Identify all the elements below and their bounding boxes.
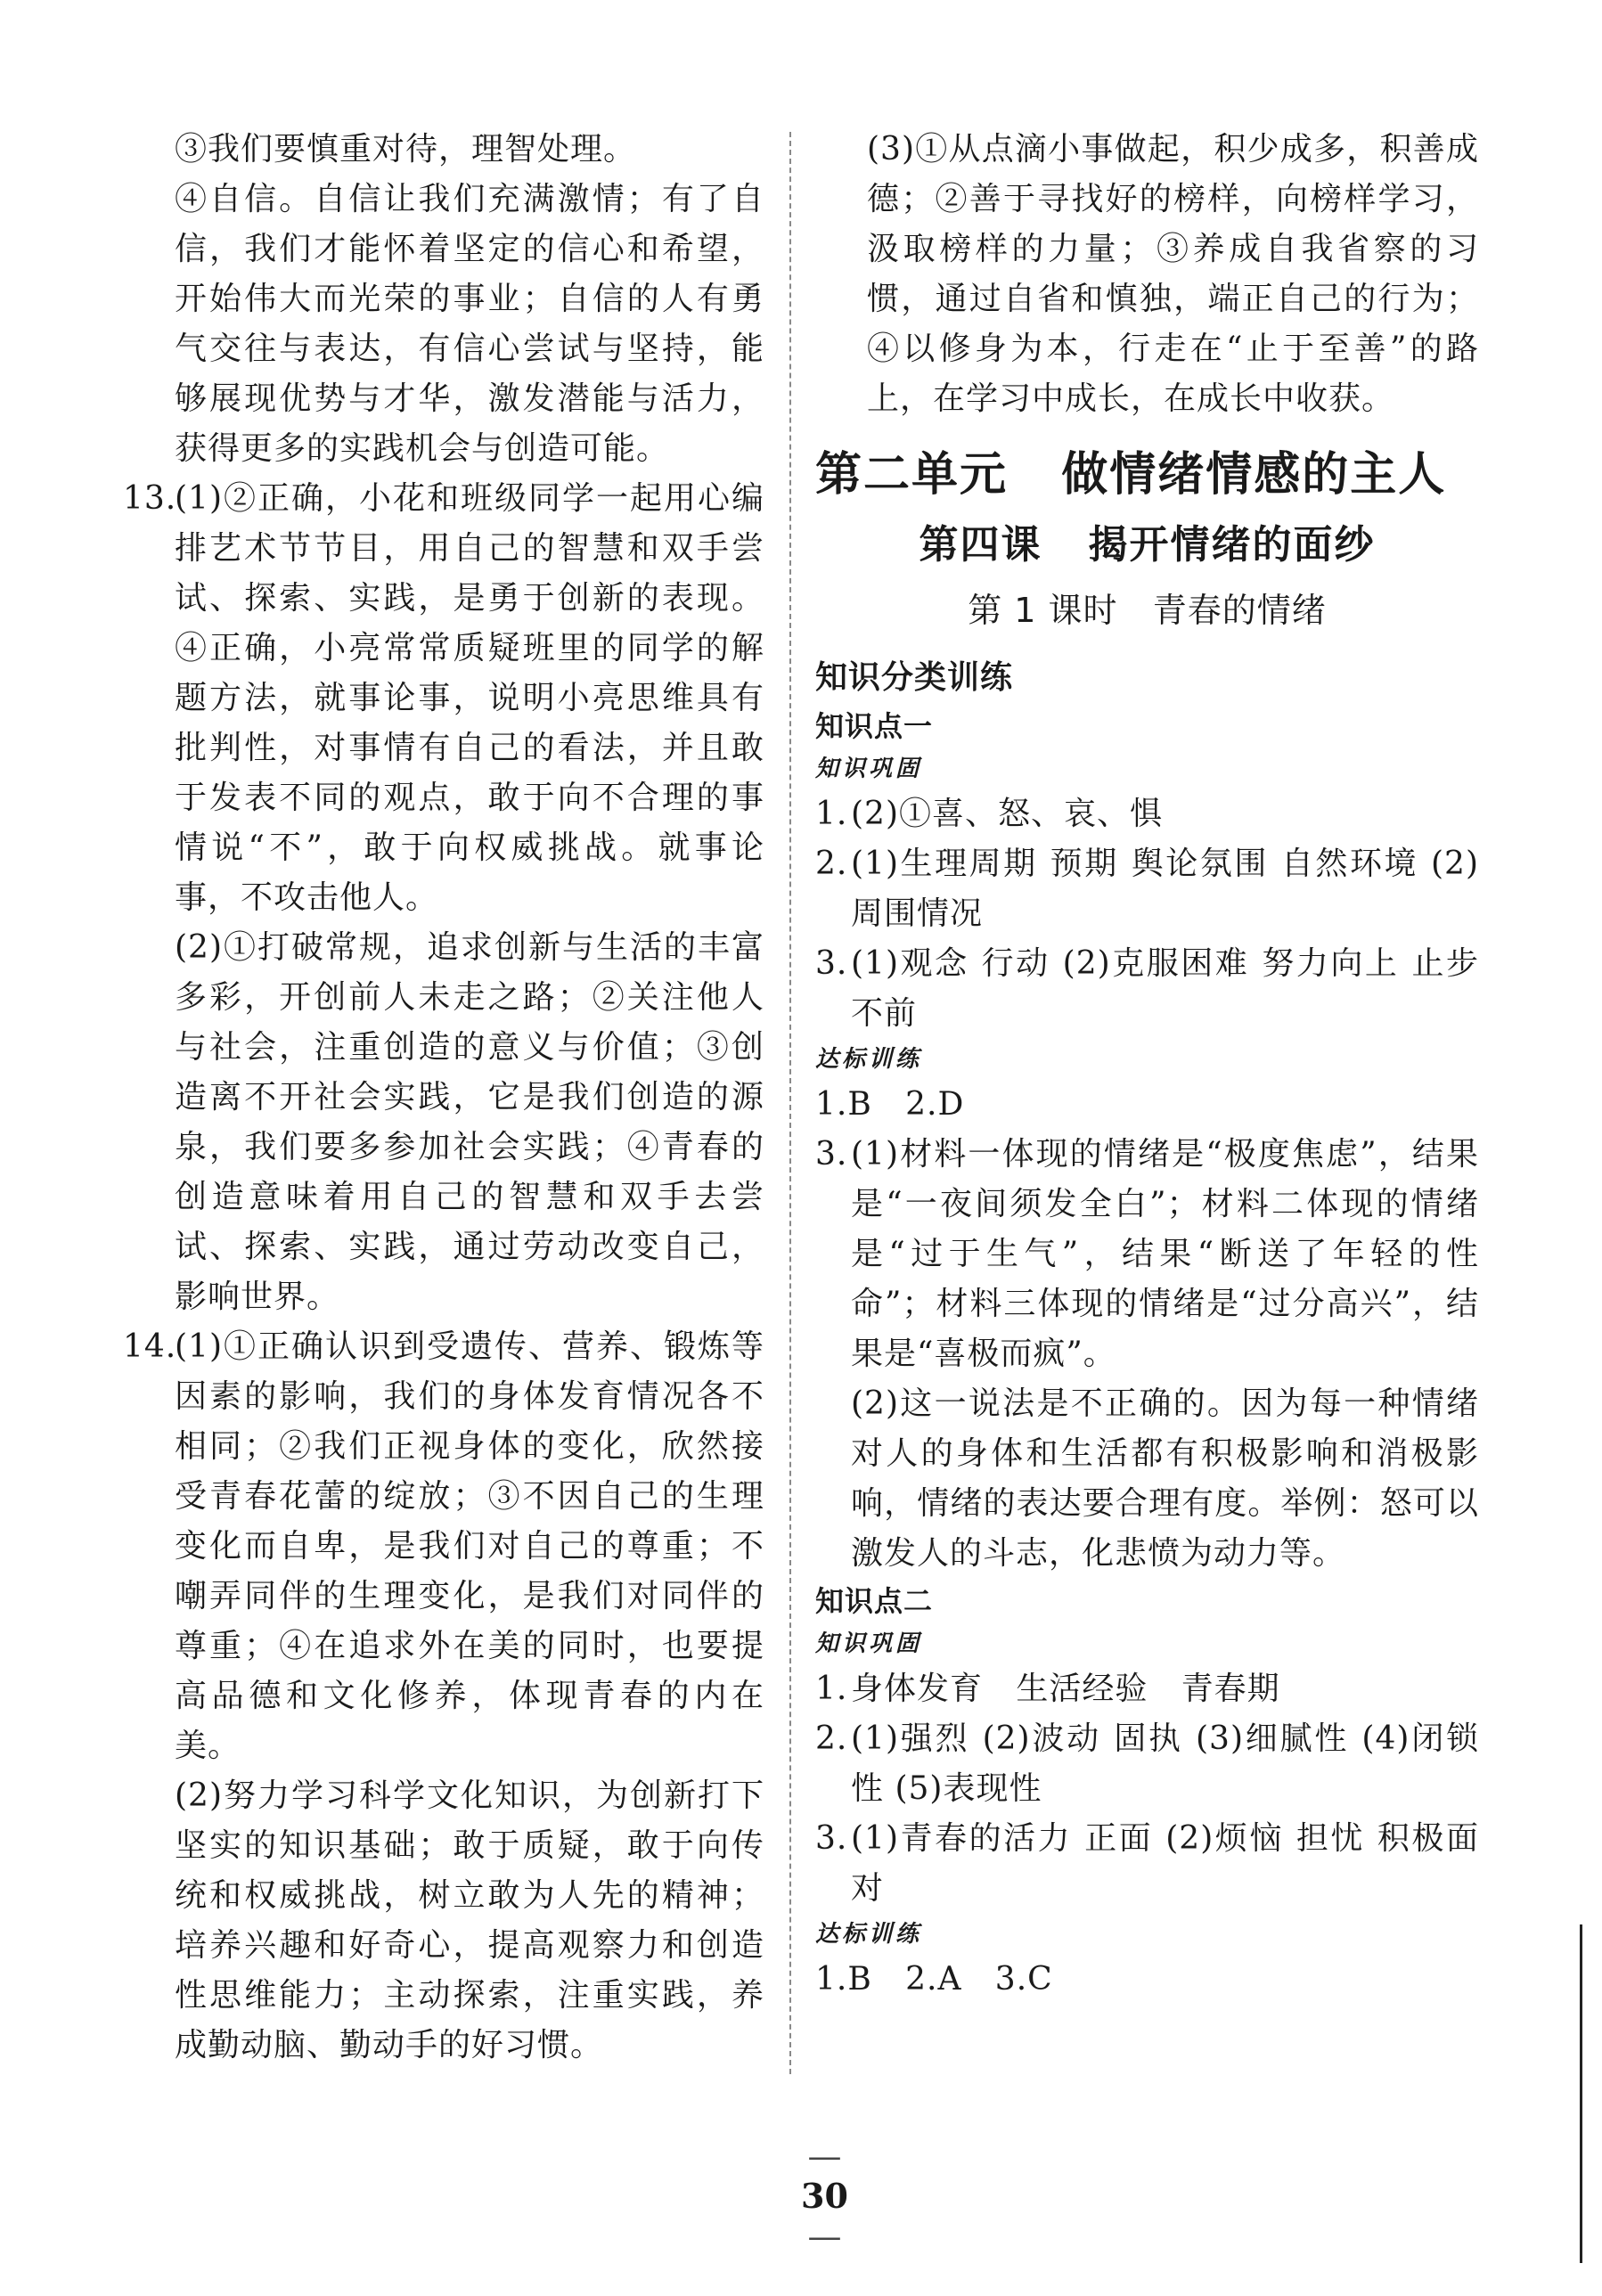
kp1-question-3-number: 3. [815,1136,848,1173]
kp2-item-2 [815,1714,1479,1814]
question-13-part-1: (1)②正确，小花和班级同学一起用心编排艺术节节目，用自己的智慧和双手尝试、探索、实践，是勇于创新的表现。④正确，小亮常常质疑班里的同学的解题方法，就事论事，说明小亮思维具有批判性，对事情有自己的看法，并且敢于发表不同的观点，敢于向不合理的事情说“不”，敢于向权威挑战。就事论事，不攻击他人。 [175,480,764,916]
kp2-practice-answers: 1.B 2.A 3.C [815,1961,1053,1998]
kp1-practice-tag: 达标训练 [815,1046,923,1073]
knowledge-point-1-title: 知识点一 [815,709,934,743]
period-title: 第 1 课时 青春的情绪 [968,591,1327,630]
kp1-item-3 [815,939,1479,1039]
knowledge-point-2-title: 知识点二 [815,1584,934,1618]
kp2-item-1-text: 身体发育 生活经验 青春期 [851,1671,1280,1707]
kp1-practice-answers: 1.B 2.D [815,1086,965,1123]
continuation-q3: (3)①从点滴小事做起，积少成多，积善成德；②善于寻找好的榜样，向榜样学习，汲取榜样的力量；③养成自我省察的习惯，通过自省和慎独，端正自己的行为；④以修身为本，行走在“止于至善”的路上，在学习中成长，在成长中收获。 [867,131,1479,417]
kp2-item-3-text: (1)青春的活力 正面 (2)烦恼 担忧 积极面对 [851,1820,1479,1907]
q12-continuation-4: ④自信。自信让我们充满激情；有了自信，我们才能怀着坚定的信心和希望，开始伟大而光荣的事业；自信的人有勇气交往与表达，有信心尝试与坚持，能够展现优势与才华，激发潜能与活力，获得更多的实践机会与创造可能。 [175,181,764,467]
unit-title: 第二单元 做情绪情感的主人 [815,448,1447,502]
kp1-item-2-text: (1)生理周期 预期 舆论氛围 自然环境 (2)周围情况 [851,846,1479,932]
question-13 [123,474,764,923]
question-14 [123,1322,764,1771]
kp2-item-2-number: 2. [815,1720,848,1757]
section-title: 知识分类训练 [815,659,1014,696]
kp2-practice-tag: 达标训练 [815,1921,923,1948]
kp2-item-1 [815,1664,1479,1714]
kp2-item-3-number: 3. [815,1820,848,1857]
kp1-item-1-number: 1. [815,796,848,832]
q12-continuation-3: ③我们要慎重对待，理智处理。 [175,131,637,168]
kp1-item-3-number: 3. [815,945,848,982]
lesson-title: 第四课 揭开情绪的面纱 [919,522,1376,568]
scan-edge-line [1580,1924,1582,2263]
footer-dash-left: — [807,2137,842,2176]
kp2-consolidation-tag: 知识巩固 [815,1630,923,1657]
column-divider [789,132,791,2074]
footer-dash-right: — [807,2217,842,2256]
kp1-item-2-number: 2. [815,846,848,882]
right-column [815,125,1479,2005]
kp2-item-1-number: 1. [815,1671,848,1707]
question-13-part-2: (2)①打破常规，追求创新与生活的丰富多彩，开创前人未走之路；②关注他人与社会，注重创造的意义与价值；③创造离不开社会实践，它是我们创造的源泉，我们要多参加社会实践；④青春的创造意味着用自己的智慧和双手去尝试、探索、实践，通过劳动改变自己，影响世界。 [175,929,764,1315]
page-footer [0,2096,1602,2296]
kp1-item-2 [815,839,1479,939]
page-number: 30 [801,2176,848,2216]
kp2-item-3 [815,1814,1479,1914]
question-14-part-2: (2)努力学习科学文化知识，为创新打下坚实的知识基础；敢于质疑，敢于向传统和权威挑战，树立敢为人先的精神；培养兴趣和好奇心，提高观察力和创造性思维能力；主动探索，注重实践，养成勤动脑、勤动手的好习惯。 [175,1777,764,2063]
kp1-item-1 [815,789,1479,839]
kp1-question-3-part-1: (1)材料一体现的情绪是“极度焦虑”，结果是“一夜间须发全白”；材料二体现的情绪是“过于生气”，结果“断送了年轻的性命”；材料三体现的情绪是“过分高兴”，结果是“喜极而疯”。 [851,1136,1479,1372]
kp1-question-3 [815,1130,1479,1379]
kp2-item-2-text: (1)强烈 (2)波动 固执 (3)细腻性 (4)闭锁性 (5)表现性 [851,1720,1479,1807]
question-14-number: 14. [123,1328,177,1365]
kp1-question-3-part-2: (2)这一说法是不正确的。因为每一种情绪对人的身体和生活都有积极影响和消极影响，情绪的表达要合理有度。举例：怒可以激发人的斗志，化悲愤为动力等。 [851,1385,1479,1572]
question-13-number: 13. [123,480,177,517]
question-14-part-1: (1)①正确认识到受遗传、营养、锻炼等因素的影响，我们的身体发育情况各不相同；②我们正视身体的变化，欣然接受青春花蕾的绽放；③不因自己的生理变化而自卑，是我们对自己的尊重；不嘲弄同伴的生理变化，是我们对同伴的尊重；④在追求外在美的同时，也要提高品德和文化修养，体现青春的内在美。 [175,1328,764,1764]
left-column [123,125,764,2071]
kp1-item-3-text: (1)观念 行动 (2)克服困难 努力向上 止步不前 [851,945,1479,1032]
kp1-consolidation-tag: 知识巩固 [815,756,923,782]
kp1-item-1-text: (2)①喜、怒、哀、惧 [851,796,1163,832]
